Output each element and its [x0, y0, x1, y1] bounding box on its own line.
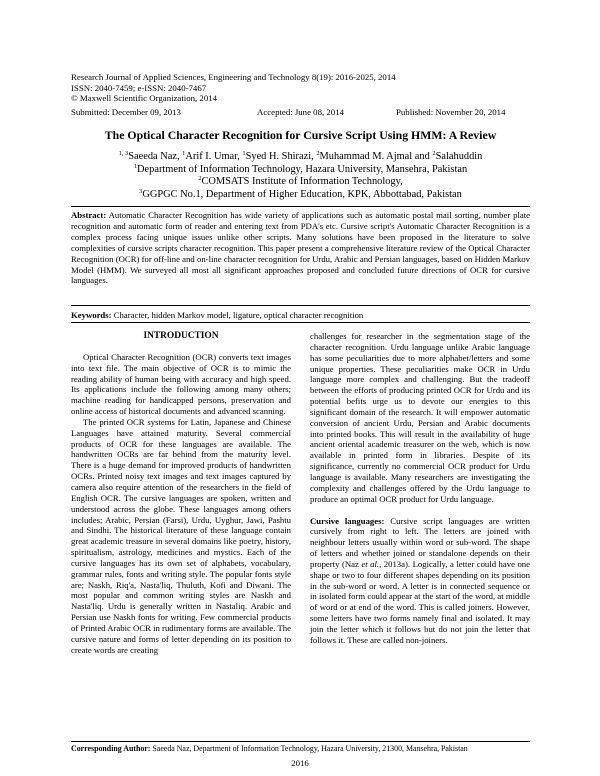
journal-info: [71, 72, 396, 104]
issn-line: ISSN: 2040-7459; e-ISSN: 2040-7467: [71, 82, 207, 93]
cursive-languages-label: Cursive languages:: [310, 515, 385, 526]
right-paragraph-1: challenges for researcher in the segmentation stage of the character recognition. Urdu language unlike Arabic language has some peculiarities due to more alphabet/letters and some unique properties. These peculiarities make OCR in Urdu language more complex and challenging. But the tradeoff between the efforts of producing printed OCR for Urdu and its potential befits urge us to devote our energies to this significant domain of the research. It will empower automatic conversion of ancient Urdu, Persian and Arabic documents into printed books. This will result in the availability of huge ancient oriental academic treasurer on the web, which is now available in printed form in libraries. Despite of its significance, currently no commercial OCR product for Urdu language is available. Many researchers are investigating the complexity and challenges offered by the Urdu language to produce an optimal OCR product for Urdu language.: [310, 331, 530, 504]
copyright-line: © Maxwell Scientific Organization, 2014: [71, 93, 218, 104]
dates-row: [71, 107, 530, 118]
left-column: [71, 331, 291, 655]
corresponding-label: Corresponding Author:: [71, 744, 151, 753]
affiliation-1: $^1$Department of Information Technology, Hazara University, Mansehra, Pakistan: [133, 162, 468, 175]
cursive-languages-paragraph: Cursive languages: Cursive script languages are written cursively from right to left. The letters are joined with neighbour letters usually within word or sub-word. The shape of letters and whether joined or standalone depends on their property (Naz et al., 2013a). Logically, a letter could have one shape or two to four different shapes depending on its position in the sub-word or word. A letter is in connected sequence or in isolated form could appear at the start of the word, at middle of word or at end of the word. This is called joiners. However, some letters have two forms namely final and isolated. It may join the letter which it follows but do not join the letter that follows it. These are called non-joiners.: [310, 515, 531, 645]
abstract-bottom-rule: [71, 305, 530, 306]
published-date: Published: November 20, 2014: [396, 107, 506, 117]
paper-title: The Optical Character Recognition for Cursive Script Using HMM: A Review: [104, 128, 497, 142]
intro-paragraph-2: The printed OCR systems for Latin, Japanese and Chinese Languages have attained maturity. Several commercial products of OCR for these languages are available. The handwritten OCRs are far behind from the maturity level. There is a huge demand for improved products of handwritten OCRs. Printed noisy text images and text images captured by camera also require attention of the researchers in the field of English OCR. The cursive languages are spoken, written and understood across the globe. These languages among others includes; Arabic, Persian (Farsi), Urdu, Uyghur, Jawi, Pashtu and Sindhi. The historical literature of these language contain great academic treasure in several domains like poetry, history, spiritualism, astrology, medicines and mystics. Each of the cursive languages has its own set of alphabets, vocabulary, grammar rules, fonts and writing style. The popular fonts style are; Naskh, Riq'a, Nasta'liq, Thuluth, Kofi and Diwani. The most popular and common writing styles are Naskh and Nasta'liq. Urdu is generally written in Nastaliq. Arabic and Persian use Naskh fonts for writing. Few commercial products of Printed Arabic OCR in rudimentary forms are available. The cursive nature and forms of letter depending on its position to create words are creating: [71, 416, 291, 655]
submitted-date: Submitted: December 09, 2013: [71, 107, 181, 117]
accepted-date: Accepted: June 08, 2014: [257, 107, 344, 117]
right-column: [310, 331, 530, 646]
abstract: [71, 210, 530, 286]
author-names: $^{1, 3}$Saeeda Naz, $^1$Arif I. Umar, $^1$Syed H. Shirazi, $^2$Muhammad M. Ajmal and $^2$Salahuddin: [118, 150, 483, 162]
introduction-heading: INTRODUCTION: [143, 331, 219, 341]
footer-rule: [71, 741, 530, 742]
keywords-text: Character, hidden Markov model, ligature, optical character recognition: [113, 310, 364, 320]
keywords-rule: [71, 322, 530, 323]
keywords: [71, 310, 530, 321]
page-number: 2016: [291, 758, 309, 768]
abstract-text: Automatic Character Recognition has wide variety of applications such as automatic postal mail sorting, number plate recognition and automatic form of reader and entering text from PDA's etc. Cursive script's Automatic Character Recognition is a complex process facing unique issues unlike other scripts. Many solutions have been proposed in the literature to solve complexities of cursive scripts character recognition. This paper present a comprehensive literature review of the Optical Character Recognition (OCR) for off-line and on-line character recognition for Urdu, Arabic and Persian languages, based on Hidden Markov Model (HMM). We surveyed all most all significant approaches proposed and concluded future directions of OCR for cursive languages.: [71, 210, 530, 286]
abstract-label: Abstract:: [71, 210, 107, 220]
keywords-label: Keywords:: [71, 310, 112, 320]
intro-paragraph-1: Optical Character Recognition (OCR) converts text images into text file. The main objective of OCR is to mimic the reading ability of human being with accuracy and high speed. Its applications include the following among many others; machine reading for handicapped persons, preservation and online access of historical documents and advanced scanning.: [71, 351, 291, 417]
affiliation-3: $^3$GGPGC No.1, Department of Higher Education, KPK, Abbottabad, Pakistan: [139, 187, 462, 200]
corresponding-author: [71, 744, 530, 754]
affiliation-2: $^2$COMSATS Institute of Information Technology,: [198, 175, 403, 188]
corresponding-text: Saeeda Naz, Department of Information Technology, Hazara University, 21300, Mansehra, Pakistan: [152, 744, 468, 753]
author-block: [71, 151, 530, 201]
abstract-top-rule: [71, 206, 530, 207]
journal-line: Research Journal of Applied Sciences, Engineering and Technology 8(19): 2016-2025, 2014: [71, 72, 396, 82]
